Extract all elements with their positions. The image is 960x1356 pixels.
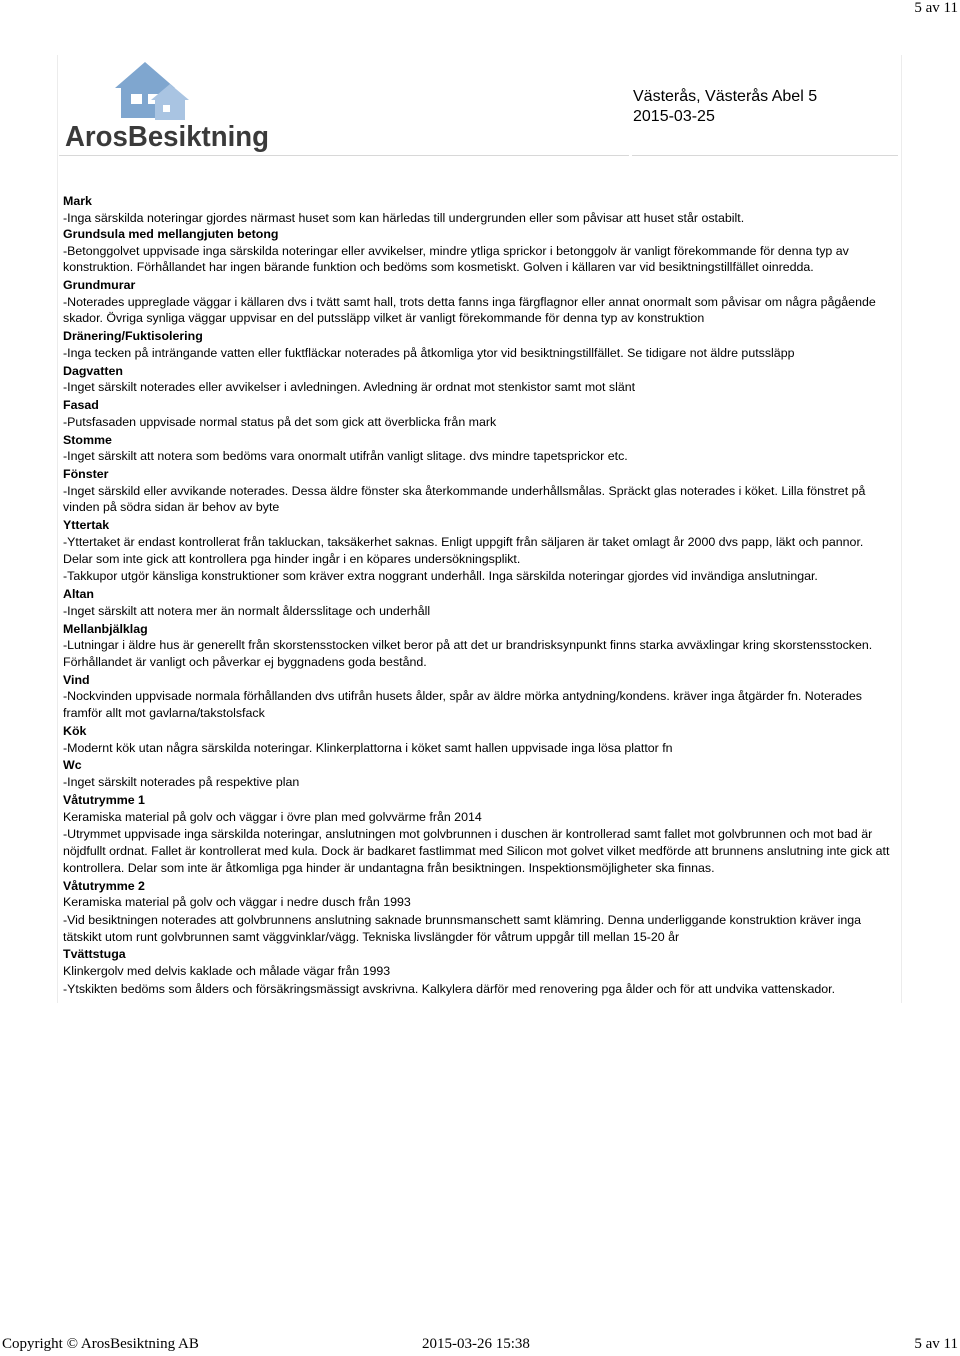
section-text: -Inget särskilt noterades på respektive plan	[63, 775, 300, 790]
section-text: Keramiska material på golv och väggar i övre plan med golvvärme från 2014	[63, 809, 482, 824]
section-heading: Kök	[63, 723, 87, 738]
section-text: -Ytskikten bedöms som ålders och försäkringsmässigt avskrivna. Kalkylera därför med renovering pga ålder och för att undvika vattenskador.	[63, 981, 836, 996]
inspection-findings	[63, 193, 896, 998]
section-heading: Vind	[63, 672, 90, 687]
section-text: -Inget särskild eller avvikande noterades. Dessa äldre fönster ska återkommande underhållsmålas. Spräckt glas noterades i köket. Lilla fönstret på vinden på södra sidan är behov av byte	[63, 483, 866, 515]
page-number-top: 5 av 11	[914, 0, 958, 16]
section-heading: Fönster	[63, 467, 109, 482]
report-header	[633, 87, 817, 127]
report-date: 2015-03-25	[633, 108, 715, 125]
header-divider-left	[59, 155, 629, 156]
section-text: -Inget särskilt att notera som bedöms vara onormalt utifrån vanligt slitage. dvs mindre tapetsprickor etc.	[63, 449, 628, 464]
footer-timestamp: 2015-03-26 15:38	[422, 1336, 530, 1352]
section-heading: Yttertak	[63, 518, 110, 533]
section-heading: Mellanbjälklag	[63, 621, 148, 636]
section-heading: Våtutrymme 2	[63, 878, 145, 893]
section-heading: Wc	[63, 758, 82, 773]
section-heading: Altan	[63, 587, 94, 602]
section-heading: Våtutrymme 1	[63, 792, 145, 807]
section-heading: Tvättstuga	[63, 947, 126, 962]
section-text: -Putsfasaden uppvisade normal status på det som gick att överblicka från mark	[63, 414, 497, 429]
section-text: -Yttertaket är endast kontrollerat från takluckan, taksäkerhet saknas. Enligt uppgift från säljaren är taket omlagt år 2000 dvs papp, läkt och pannor. Delar som inte gick att kontrollera pga hinder ingår i en köpares undersökningsplikt.	[63, 534, 864, 566]
section-text: -Modernt kök utan några särskilda noteringar. Klinkerplattorna i köket samt hallen uppvisade inga lösa plattor fn	[63, 740, 673, 755]
section-heading: Fasad	[63, 398, 99, 413]
section-text: -Inget särskilt noterades eller avvikelser i avledningen. Avledning är ordnat mot stenkistor samt mot slänt	[63, 380, 636, 395]
footer-page-number: 5 av 11	[914, 1336, 958, 1352]
section-heading: Grundmurar	[63, 278, 136, 293]
section-text: -Lutningar i äldre hus är generellt från skorstensstocken vilket beror på att det ur brandrisksynpunkt finns starka avväxlingar kring skorstensstocken. Förhållandet är vanligt och påverkar ej byggnadens goda bestånd.	[63, 638, 873, 669]
section-text: Keramiska material på golv och väggar i nedre dusch från 1993	[63, 895, 411, 910]
logo-text: ArosBesiktning	[65, 121, 269, 153]
section-heading: Mark	[63, 194, 92, 208]
section-text: -Noterades uppreglade väggar i källaren dvs i tvätt samt hall, trots detta fanns inga färgflagnor eller annat onormalt som påvisar om några pågående skador. Övriga synliga väggar uppvisar en del putssläpp vilket är vanligt förekommande för denna typ av konstruktion	[63, 294, 876, 326]
section-text: -Inget särskilt att notera mer än normalt åldersslitage och underhåll	[63, 603, 431, 618]
section-text: -Inga tecken på inträngande vatten eller fuktfläckar noterades på åtkomliga ytor vid besiktningstillfället. Se tidigare not äldre putssläpp	[63, 345, 795, 360]
section-heading: Stomme	[63, 432, 112, 447]
header-divider-right	[632, 155, 898, 156]
page-footer	[0, 1336, 960, 1356]
section-heading: Dagvatten	[63, 363, 123, 378]
section-text: Klinkergolv med delvis kaklade och målade vägar från 1993	[63, 964, 391, 979]
house-icon	[115, 62, 189, 120]
footer-copyright: Copyright © ArosBesiktning AB	[2, 1336, 199, 1352]
section-text: -Inga särskilda noteringar gjordes närmast huset som kan härledas till undergrunden eller som påvisar att huset står ostabilt.	[63, 210, 745, 225]
section-text: -Vid besiktningen noterades att golvbrunnens anslutning saknade brunnsmanschett samt klämring. Denna underliggande konstruktion kräver inga tätskikt utom runt golvbrunnen samt väggvinklar/vägg. Tekniska livslängder för våtrum uppgår till mellan 15-20 år	[63, 912, 862, 944]
section-text: -Betonggolvet uppvisade inga särskilda noteringar eller avvikelser, mindre ytliga sprickor i betonggolv är vanligt förekommande för denna typ av konstruktion. Förhållandet har ingen bärande funktion och bedöms som kosmetiskt. Golven i källaren var vid besiktningstillfället oinredda.	[63, 243, 849, 275]
section-text: -Utrymmet uppvisade inga särskilda noteringar, anslutningen mot golvbrunnen i duschen är kontrollerad samt fallet mot golvbrunnen och mot bad är nöjdfullt ordnat. Fallet är kontrollerat med kula. Dock är badkaret fastlimmat med Silicon mot golvet vilket medförde att brunnens anslutning inte gick att kontrollera. Delar som inte är åtkomliga pga hinder är undantagna från besiktningen. Inspektionsmöjligheter ska finnas.	[63, 827, 890, 875]
company-logo	[63, 60, 273, 155]
section-text: -Nockvinden uppvisade normala förhållanden dvs utifrån husets ålder, spår av äldre mörka antydning/kondens. kräver inga åtgärder fn. Noterades framför allt mot gavlarna/takstolsfack	[63, 689, 862, 721]
section-text: -Takkupor utgör känsliga konstruktioner som kräver extra noggrant underhåll. Inga särskilda noteringar gjordes vid invändiga anslutningar.	[63, 569, 818, 584]
property-location: Västerås, Västerås Abel 5	[633, 88, 818, 105]
section-heading: Dränering/Fuktisolering	[63, 329, 203, 344]
section-heading: Grundsula med mellangjuten betong	[63, 227, 279, 242]
